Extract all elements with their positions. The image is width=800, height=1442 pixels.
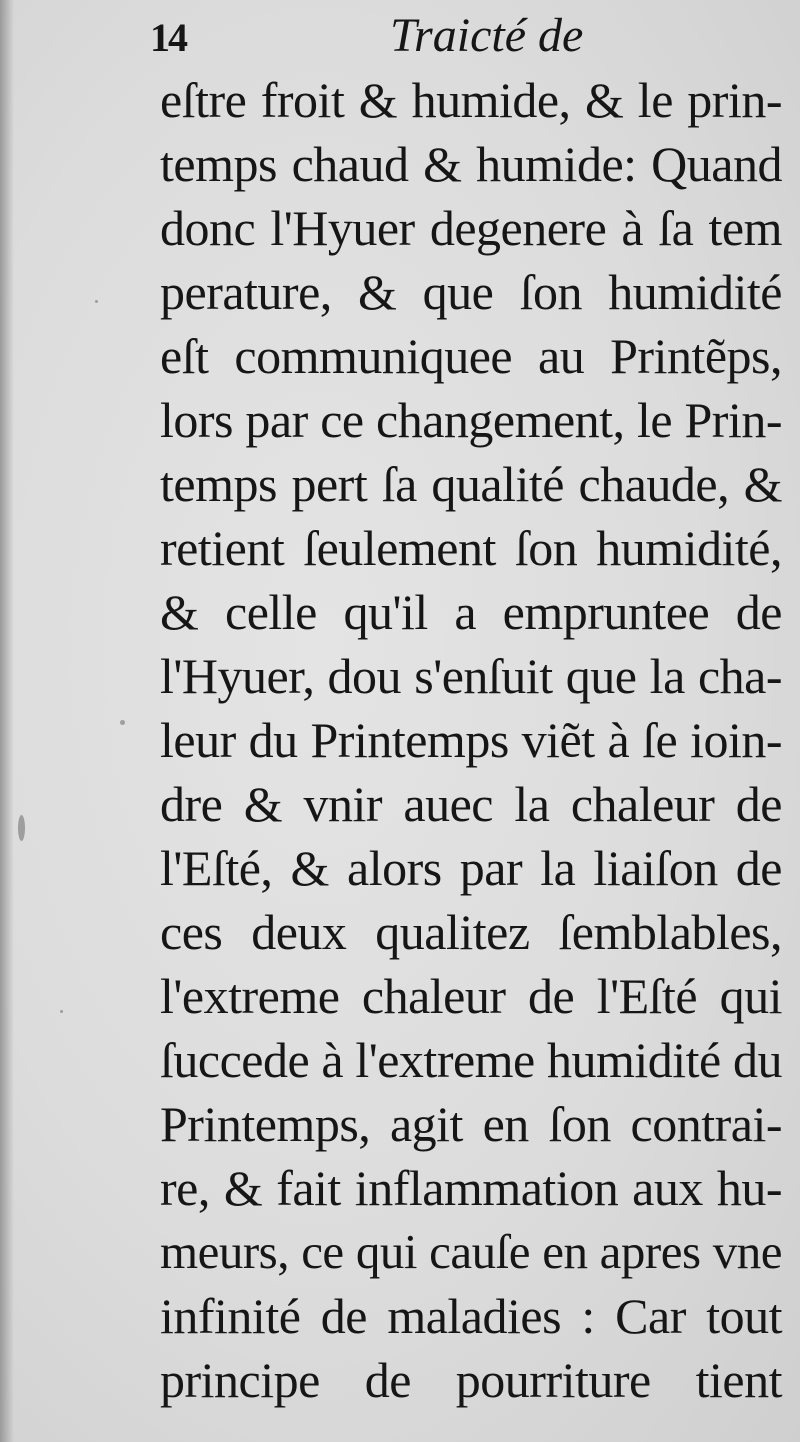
- text-line: temps pert ſa qualité chaude, &: [160, 456, 782, 512]
- text-line: ſuccede à l'extreme humidité du: [160, 1032, 782, 1088]
- text-line: principe de pourriture tient: [160, 1352, 782, 1408]
- paper-speck: [120, 720, 125, 725]
- text-line: l'Eſté, & alors par la liaiſon de: [160, 840, 782, 896]
- gutter-shadow: [0, 0, 14, 1442]
- running-title: Traicté de: [390, 9, 584, 62]
- text-line: ces deux qualitez ſemblables,: [160, 904, 782, 960]
- page-number: 14: [150, 15, 186, 60]
- text-line: l'Hyuer, dou s'enſuit que la cha-: [160, 648, 782, 704]
- paper-speck: [60, 1010, 63, 1013]
- text-line: meurs, ce qui cauſe en apres vne: [160, 1224, 782, 1279]
- text-line: l'extreme chaleur de l'Eſté qui: [160, 968, 782, 1024]
- text-line: temps chaud & humide: Quand: [160, 136, 782, 192]
- text-line: & celle qu'il a empruntee de: [160, 584, 782, 640]
- text-line: eſt communiquee au Printẽps,: [160, 328, 782, 384]
- text-line: Printemps, agit en ſon contrai-: [160, 1096, 782, 1152]
- paper-speck: [18, 815, 25, 841]
- text-line: infinité de maladies : Car tout: [160, 1288, 782, 1344]
- text-line: dre & vnir auec la chaleur de: [160, 776, 782, 832]
- text-line: donc l'Hyuer degenere à ſa tem: [160, 200, 782, 256]
- text-line: perature, & que ſon humidité: [160, 264, 782, 320]
- text-line: retient ſeulement ſon humidité,: [160, 520, 782, 576]
- text-line: leur du Printemps viẽt à ſe ioin-: [160, 712, 782, 768]
- text-line: re, & fait inflammation aux hu-: [160, 1160, 782, 1216]
- text-line: eſtre froit & humide, & le prin-: [160, 72, 782, 128]
- body-text: [160, 68, 782, 1412]
- paper-speck: [95, 300, 98, 303]
- running-head: [0, 6, 800, 66]
- text-line: lors par ce changement, le Prin-: [160, 392, 782, 448]
